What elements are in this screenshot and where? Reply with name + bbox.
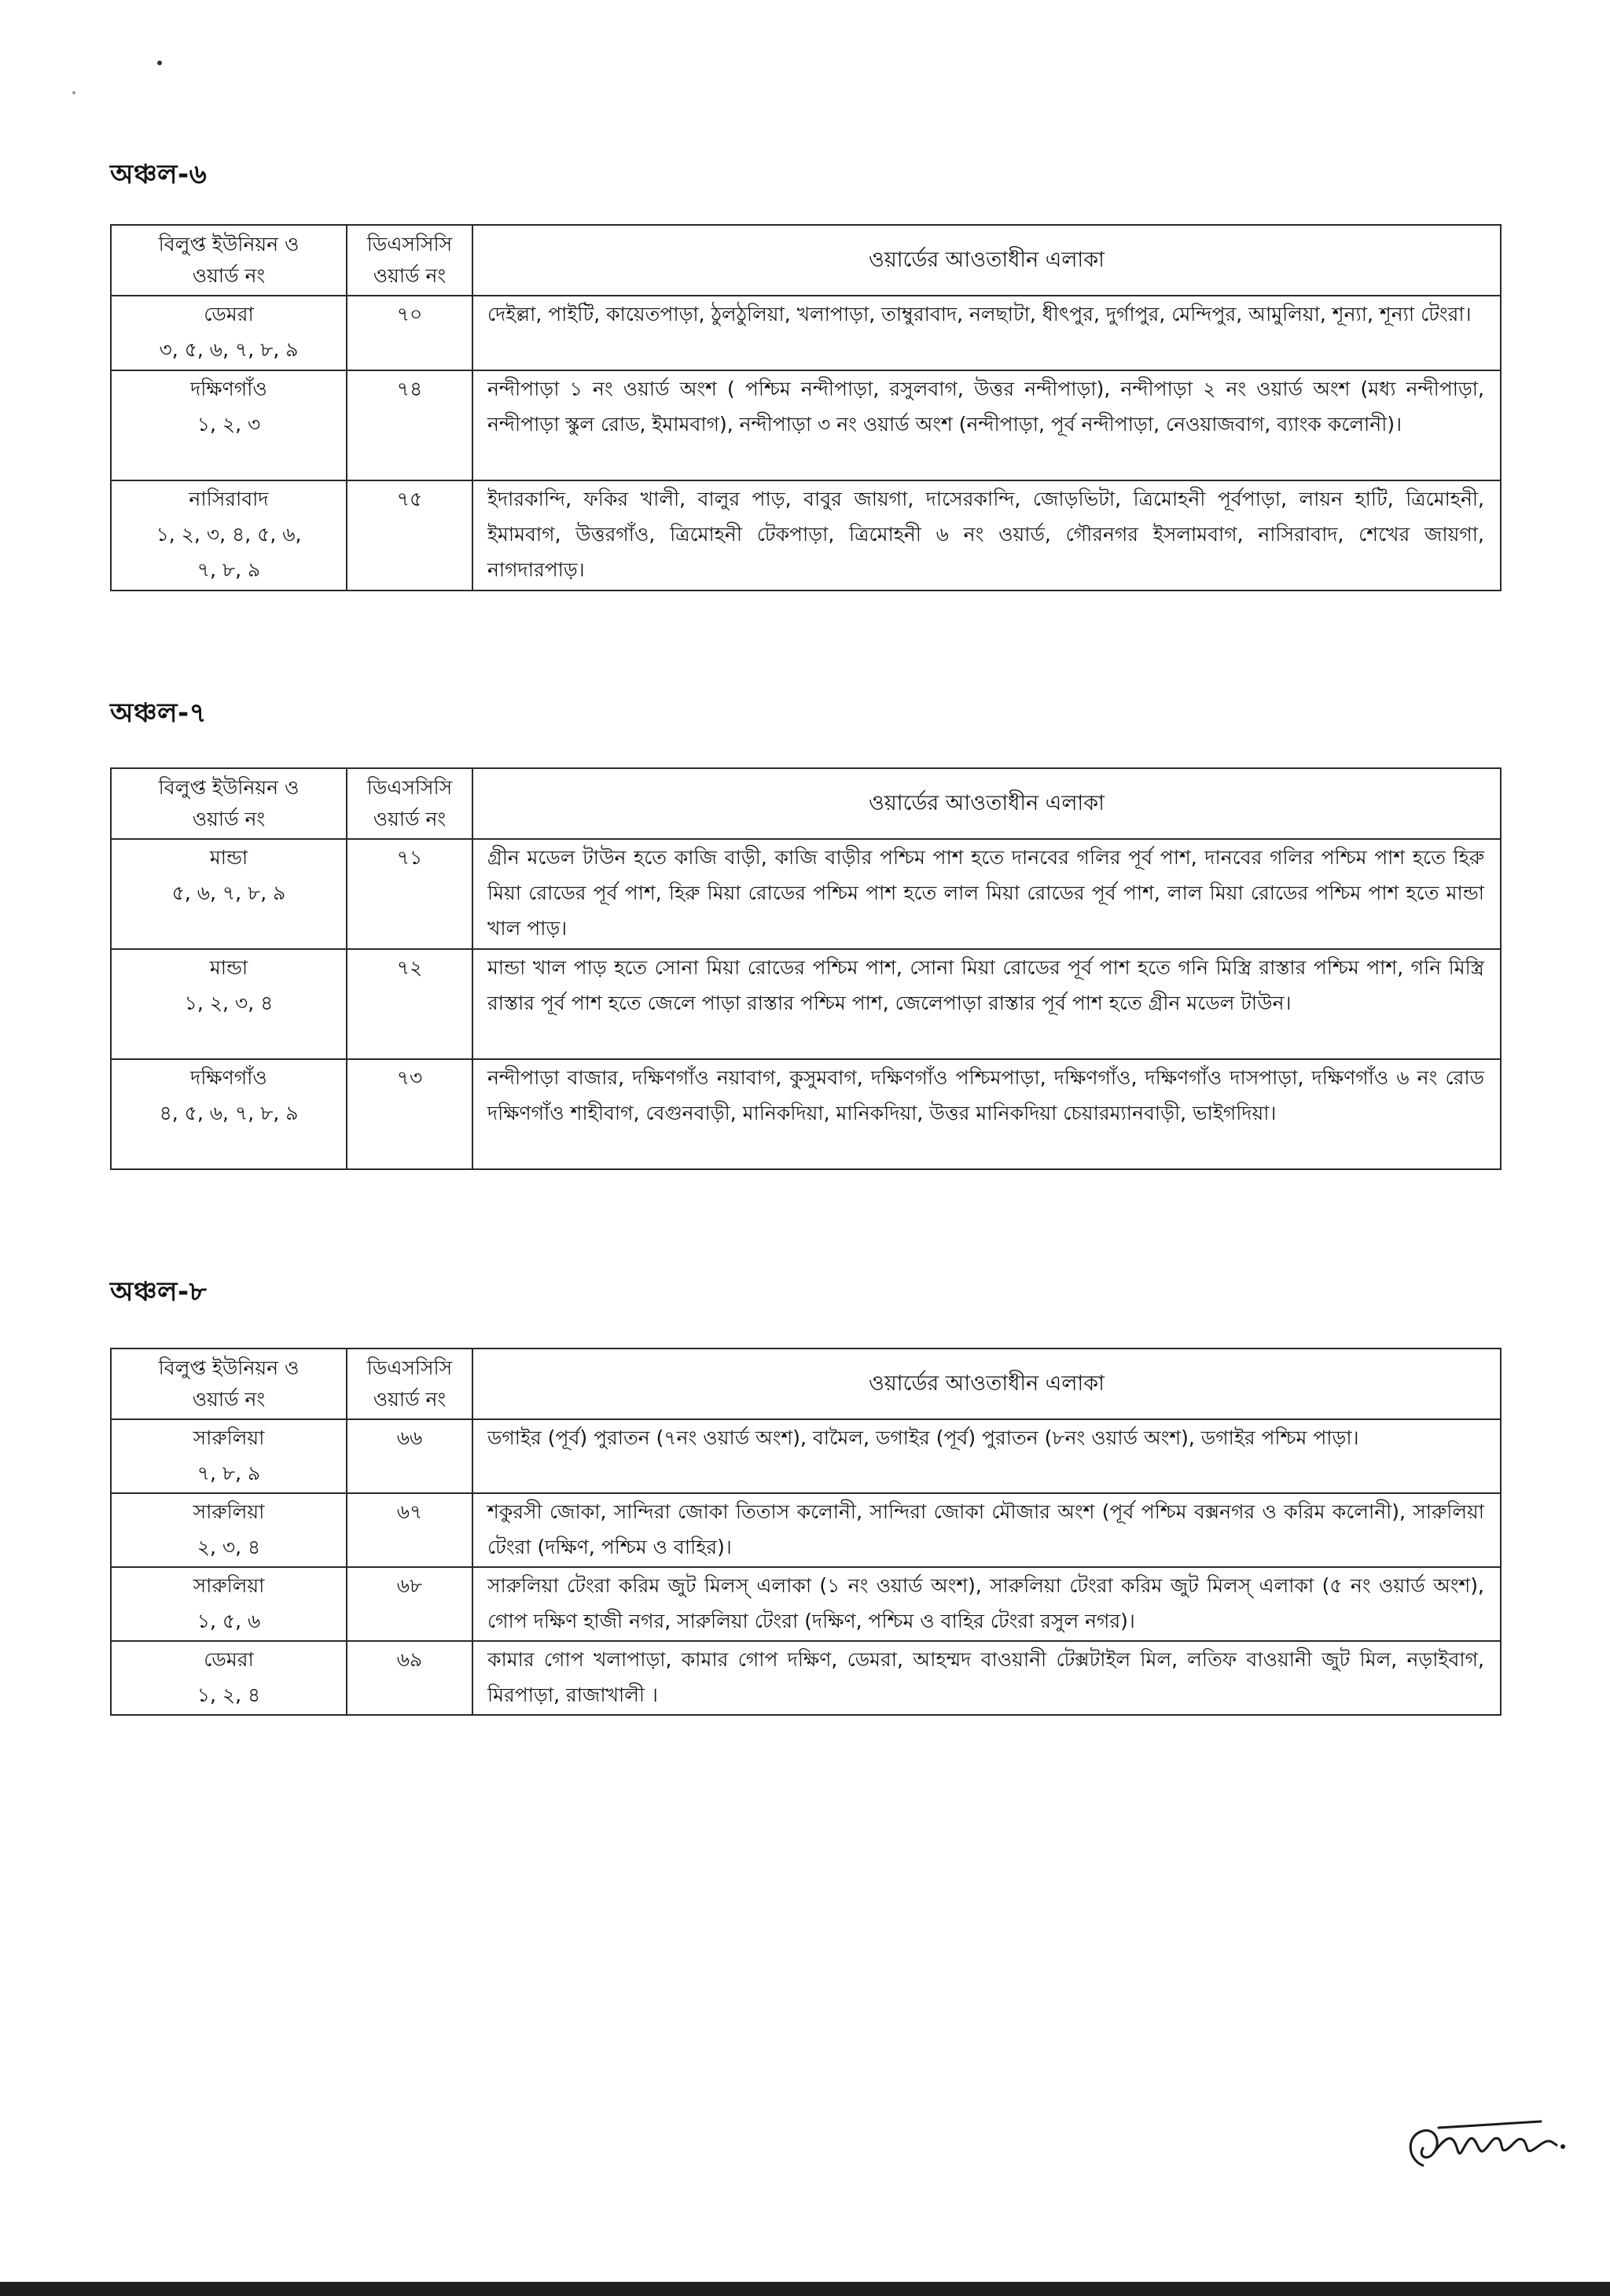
table-header-row [111,225,1501,296]
ward-number-cell: ৭২ [347,949,472,1059]
area-cell: সারুলিয়া টেংরা করিম জুট মিলস্ এলাকা (১ নং ওয়ার্ড অংশ), সারুলিয়া টেংরা করিম জুট মিলস্ এলাকা (৫ নং ওয়ার্ড অংশ), গোপ দক্ষিণ হাজী নগর, সারুলিয়া টেংরা (দক্ষিণ, পশ্চিম ও বাহির টেংরা রসুল নগর)। [472,1567,1501,1641]
ward-number-cell: ৭৩ [347,1059,472,1169]
area-cell: শকুরসী জোকা, সান্দিরা জোকা তিতাস কলোনী, সান্দিরা জোকা মৌজার অংশ (পূর্ব পশ্চিম বক্সনগর ও করিম কলোনী), সারুলিয়া টেংরা (দক্ষিণ, পশ্চিম ও বাহির)। [472,1493,1501,1567]
ward-number-cell: ৬৬ [347,1419,472,1493]
union-cell: মান্ডা ৫, ৬, ৭, ৮, ৯ [111,839,347,949]
header-dscc-ward: ডিএসসিসি ওয়ার্ড নং [347,1349,472,1419]
table-row [111,949,1501,1059]
union-cell: নাসিরাবাদ ১, ২, ৩, ৪, ৫, ৬, ৭, ৮, ৯ [111,480,347,591]
union-cell: দক্ষিণগাঁও ১, ২, ৩ [111,370,347,480]
section-title-zone-6: অঞ্চল-৬ [110,159,208,190]
table-row [111,296,1501,370]
table-row [111,1059,1501,1169]
signature-image [1391,2104,1580,2191]
ward-number-cell: ৬৭ [347,1493,472,1567]
ward-table-zone-6 [110,224,1502,591]
header-union: বিলুপ্ত ইউনিয়ন ও ওয়ার্ড নং [111,768,347,839]
area-cell: নন্দীপাড়া ১ নং ওয়ার্ড অংশ ( পশ্চিম নন্দীপাড়া, রসুলবাগ, উত্তর নন্দীপাড়া), নন্দীপাড়া ২ নং ওয়ার্ড অংশ (মধ্য নন্দীপাড়া, নন্দীপাড়া স্কুল রোড, ইমামবাগ), নন্দীপাড়া ৩ নং ওয়ার্ড অংশ (নন্দীপাড়া, পূর্ব নন্দীপাড়া, নেওয়াজবাগ, ব্যাংক কলোনী)। [472,370,1501,480]
ward-table-zone-8 [110,1348,1502,1716]
header-area: ওয়ার্ডের আওতাধীন এলাকা [472,768,1501,839]
section-title-zone-7: অঞ্চল-৭ [110,697,208,729]
area-cell: ইদারকান্দি, ফকির খালী, বালুর পাড়, বাবুর জায়গা, দাসেরকান্দি, জোড়ভিটা, ত্রিমোহনী পূর্বপাড়া, লায়ন হাটি, ত্রিমোহনী, ইমামবাগ, উত্তরগাঁও, ত্রিমোহনী টেকপাড়া, ত্রিমোহনী ৬ নং ওয়ার্ড, গৌরনগর ইসলামবাগ, নাসিরাবাদ, শেখের জায়গা, নাগদারপাড়। [472,480,1501,591]
area-cell: কামার গোপ খলাপাড়া, কামার গোপ দক্ষিণ, ডেমরা, আহম্মদ বাওয়ানী টেক্সটাইল মিল, লতিফ বাওয়ানী জুট মিল, নড়াইবাগ, মিরপাড়া, রাজাখালী । [472,1641,1501,1715]
area-cell: নন্দীপাড়া বাজার, দক্ষিণগাঁও নয়াবাগ, কুসুমবাগ, দক্ষিণগাঁও পশ্চিমপাড়া, দক্ষিণগাঁও, দক্ষিণগাঁও দাসপাড়া, দক্ষিণগাঁও ৬ নং রোড দক্ষিণগাঁও শাহীবাগ, বেগুনবাড়ী, মানিকদিয়া, মানিকদিয়া, উত্তর মানিকদিয়া চেয়ারম্যানবাড়ী, ভাইগদিয়া। [472,1059,1501,1169]
table-row [111,1419,1501,1493]
section-title-zone-8: অঞ্চল-৮ [110,1276,208,1308]
area-cell: ডগাইর (পূর্ব) পুরাতন (৭নং ওয়ার্ড অংশ), বামৈল, ডগাইর (পূর্ব) পুরাতন (৮নং ওয়ার্ড অংশ), ডগাইর পশ্চিম পাড়া। [472,1419,1501,1493]
ward-number-cell: ৭৪ [347,370,472,480]
header-union: বিলুপ্ত ইউনিয়ন ও ওয়ার্ড নং [111,1349,347,1419]
table-row [111,839,1501,949]
table-row [111,1567,1501,1641]
union-cell: মান্ডা ১, ২, ৩, ৪ [111,949,347,1059]
table-row [111,480,1501,591]
union-cell: ডেমরা ১, ২, ৪ [111,1641,347,1715]
union-cell: দক্ষিণগাঁও ৪, ৫, ৬, ৭, ৮, ৯ [111,1059,347,1169]
table-header-row [111,768,1501,839]
ward-table-zone-7 [110,767,1502,1170]
header-area: ওয়ার্ডের আওতাধীন এলাকা [472,225,1501,296]
scan-specks [0,0,1610,157]
union-cell: সারুলিয়া ৭, ৮, ৯ [111,1419,347,1493]
table-header-row [111,1349,1501,1419]
table-row [111,1641,1501,1715]
area-cell: গ্রীন মডেল টাউন হতে কাজি বাড়ী, কাজি বাড়ীর পশ্চিম পাশ হতে দানবের গলির পূর্ব পাশ, দানবের গলির পশ্চিম পাশ হতে হিরু মিয়া রোডের পূর্ব পাশ, হিরু মিয়া রোডের পশ্চিম পাশ হতে লাল মিয়া রোডের পূর্ব পাশ, লাল মিয়া রোডের পশ্চিম পাশ হতে মান্ডা খাল পাড়। [472,839,1501,949]
header-dscc-ward: ডিএসসিসি ওয়ার্ড নং [347,768,472,839]
area-cell: মান্ডা খাল পাড় হতে সোনা মিয়া রোডের পশ্চিম পাশ, সোনা মিয়া রোডের পূর্ব পাশ হতে গনি মিস্ত্রি রাস্তার পশ্চিম পাশ, গনি মিস্ত্রি রাস্তার পূর্ব পাশ হতে জেলে পাড়া রাস্তার পশ্চিম পাশ, জেলেপাড়া রাস্তার পূর্ব পাশ হতে গ্রীন মডেল টাউন। [472,949,1501,1059]
ward-number-cell: ৭১ [347,839,472,949]
scan-bottom-edge [0,2282,1610,2296]
table-row [111,1493,1501,1567]
union-cell: সারুলিয়া ২, ৩, ৪ [111,1493,347,1567]
header-dscc-ward: ডিএসসিসি ওয়ার্ড নং [347,225,472,296]
ward-number-cell: ৬৮ [347,1567,472,1641]
ward-number-cell: ৭০ [347,296,472,370]
ward-number-cell: ৭৫ [347,480,472,591]
area-cell: দেইল্লা, পাইটি, কায়েতপাড়া, ঠুলঠুলিয়া, খলাপাড়া, তাম্বুরাবাদ, নলছাটা, ধীৎপুর, দুর্গাপুর, মেন্দিপুর, আমুলিয়া, শূন্যা, শূন্যা টেংরা। [472,296,1501,370]
ward-number-cell: ৬৯ [347,1641,472,1715]
header-union: বিলুপ্ত ইউনিয়ন ও ওয়ার্ড নং [111,225,347,296]
header-area: ওয়ার্ডের আওতাধীন এলাকা [472,1349,1501,1419]
union-cell: সারুলিয়া ১, ৫, ৬ [111,1567,347,1641]
union-cell: ডেমরা ৩, ৫, ৬, ৭, ৮, ৯ [111,296,347,370]
table-row [111,370,1501,480]
